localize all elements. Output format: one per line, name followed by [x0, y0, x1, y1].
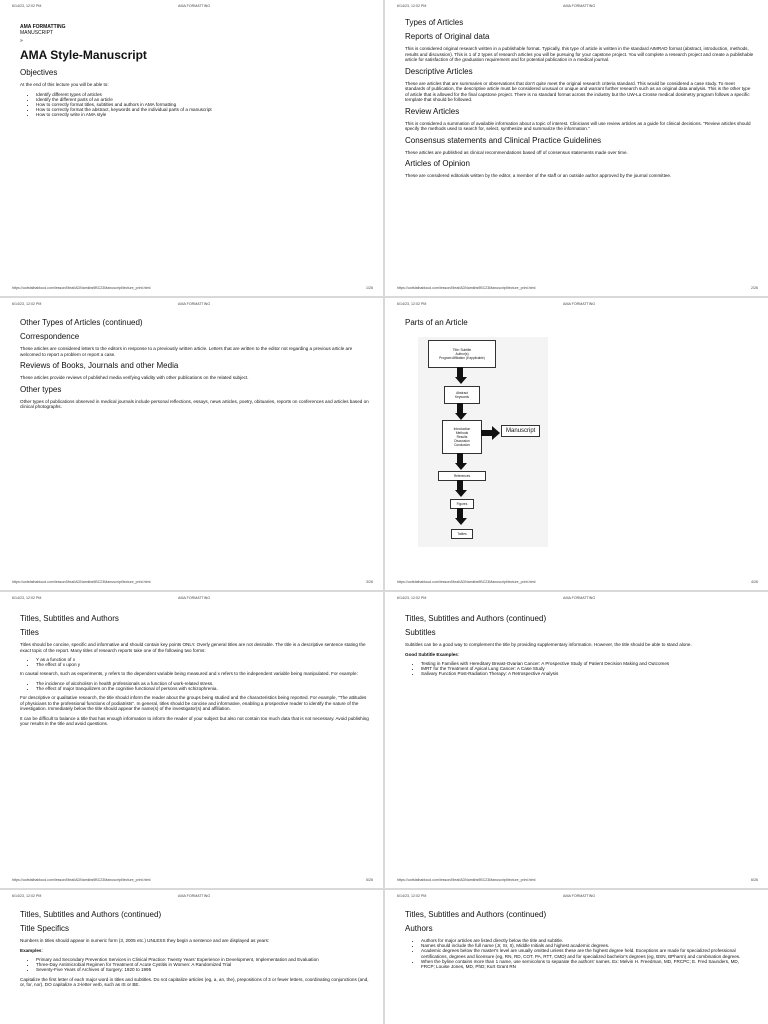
paragraph: It can be difficult to balance a title that has enough information to inform the reader of your subject but also not contain too much data that is not necessary. Avoid publishing your results in the title and avoid questions.: [20, 715, 369, 727]
diagram-label: Abstract: [456, 391, 468, 395]
print-date: 6/14/23, 12:02 PM: [397, 894, 427, 898]
course-subtitle: MANUSCRIPT: [20, 30, 54, 36]
down-arrow-icon: [455, 453, 465, 470]
footer-url[interactable]: https://uofsfalhabloud.com/lesson/Meal/ADNamkbs9BC23Manuscript/lecture_print.html: [397, 580, 536, 584]
page-5: [0, 592, 383, 888]
list-item: • Primary and Secondary Prevention Services in Clinical Practice: Twenty Years' Experience in Development, Implementation and Evaluation: [36, 957, 369, 962]
paragraph: These are articles that are summaries or observations that don't quite meet the original research criteria standard. This would be considered a case study. To meet standards of publication, the descriptive article must be considered unusual or unique and warrant further research such as an original data analysis. This is the other type of article that is allowed for the final capstone project. There is no standard format across the industry but the UW-La Crosse medical dosimetry program follows a specific template that should be followed.: [405, 80, 751, 102]
page-number: 1/26: [366, 286, 373, 290]
list-item: • Names should include the full name (Jr, Sr, II), Middle Initials and highest academic degrees.: [421, 943, 754, 948]
page-6: [385, 592, 768, 888]
page-title: Parts of an Article: [405, 318, 468, 327]
print-title: AMA FORMATTING: [563, 596, 596, 600]
list-item: • Testing in Families with Hereditary Breast-Ovarian Cancer: A Prospective Study of Patient Decision Making and Outcomes: [421, 661, 754, 666]
section-heading: Reviews of Books, Journals and other Media: [20, 361, 179, 370]
down-arrow-icon: [455, 480, 465, 497]
manuscript-box: Manuscript: [501, 425, 540, 437]
page-8: [385, 890, 768, 1024]
paragraph: Subtitles can be a good way to complement the title by providing supplementary information. However, the title should be able to stand alone.: [405, 642, 692, 647]
figures-box: Figures: [450, 499, 474, 509]
paragraph: Titles should be concise, specific and informative and should contain key points ONLY. Overly general titles are not desirable. The title is a descriptive sentence stating the exact topic of the report. Many titles of research reports take one of the following two forms:: [20, 642, 366, 653]
page-title: Types of Articles: [405, 18, 464, 27]
print-footer: [12, 878, 373, 882]
print-title: AMA FORMATTING: [563, 302, 596, 306]
section-heading: Review Articles: [405, 106, 460, 116]
diagram-label: Discussion: [454, 439, 470, 443]
print-footer: [397, 580, 758, 584]
diagram-label: Keywords: [455, 395, 469, 399]
list-item: • How to correctly write in AMA style: [36, 112, 369, 117]
page-title: AMA Style-Manuscript: [20, 48, 147, 62]
print-date: 6/14/23, 12:02 PM: [12, 596, 42, 600]
paragraph: Numbers in titles should appear in numeric form (3, 2005 etc.) UNLESS they begin a sentence and are displayed as years:: [20, 938, 270, 943]
print-title: AMA FORMATTING: [178, 4, 211, 8]
page-number: 3/26: [366, 580, 373, 584]
list-item: • When the byline contains more than 1 name, use semicolons to separate the authors' names. Ex: Melvin H. Freedman, MD, FRCPC; E. Fred Saunders, MD, FRCP; Louise Jones, MD, PhD; Kurt Grant RN: [421, 959, 754, 969]
print-header: [12, 302, 373, 306]
print-header: [12, 4, 373, 8]
list-item: • The effect of major tranquilizers on the cognitive functional of persons with schizophrenia.: [36, 686, 369, 691]
paragraph: Capitalize the first letter of each major word in titles and subtitles. Do not capitalize articles (eg, a, an, the), prepositions of 3 or fewer letters, coordinating conjunctions (and, or, for, nor). DO capitalize a 2-letter verb, such as IS or BE.: [20, 976, 369, 988]
print-date: 6/14/23, 12:02 PM: [12, 4, 42, 8]
paragraph: This is considered a summation of available information about a topic of interest. Clinicians will use review articles as a guide for clinical decisions. "Review articles should specify the methods used to search for, select, synthesize and summarize the information.": [405, 120, 751, 131]
bullet-list: [405, 938, 754, 969]
list-item: • Identify different types of articles: [36, 92, 369, 97]
diagram-label: Results: [456, 435, 468, 439]
section-heading: Objectives: [20, 68, 58, 77]
print-header: [397, 4, 758, 8]
print-date: 6/14/23, 12:02 PM: [12, 302, 42, 306]
print-header: [397, 894, 758, 898]
list-item: • The effect of x upon y: [36, 662, 369, 667]
paragraph: Other types of publications observed in medical journals include personal reflections, essays, news articles, poetry, obituaries, reports on conferences and articles based on clinical photographs.: [20, 398, 369, 409]
footer-url[interactable]: https://uofsfalhabloud.com/lesson/Meal/ADNamkbs9BC23Manuscript/lecture_print.html: [12, 286, 151, 290]
print-date: 6/14/23, 12:02 PM: [397, 4, 427, 8]
list-item: • Salivary Function Post-Radiation Therapy: A Retrospective Analysis: [421, 671, 754, 676]
section-heading: Subtitles: [405, 628, 436, 637]
paragraph: In causal research, such as experiments, y refers to the dependent variable being measured and x refers to the independent variable being manipulated. For example:: [20, 671, 358, 677]
list-item: • Authors for major articles are listed directly below the title and subtitle.: [421, 938, 754, 943]
intro-text: At the end of this lecture you will be able to:: [20, 82, 109, 87]
print-footer: [12, 580, 373, 584]
print-header: [12, 596, 373, 600]
down-arrow-icon: [455, 403, 465, 420]
list-item: • Y as a function of x: [36, 657, 369, 662]
section-heading: Articles of Opinion: [405, 159, 470, 168]
print-title: AMA FORMATTING: [563, 4, 596, 8]
page-7: [0, 890, 383, 1024]
diagram-label: Title: Subtitle: [452, 348, 472, 352]
list-item: • The incidence of alcoholism in health professionals as a function of work-related stress.: [36, 681, 369, 686]
list-item: • IMRT for the Treatment of Apical Lung Cancer: A Case Study: [421, 666, 754, 671]
examples-label: Good Subtitle Examples:: [405, 651, 460, 657]
print-header: [397, 302, 758, 306]
page-2: [385, 0, 768, 296]
section-heading: Titles: [20, 628, 39, 637]
right-arrow-head: [492, 426, 500, 440]
page-number: 2/26: [751, 286, 758, 290]
diagram-label: Methods: [455, 431, 469, 435]
body-sections-box: [442, 420, 482, 454]
course-title: AMA FORMATTING: [20, 24, 66, 30]
label-text: Good Subtitle Examples: [405, 651, 458, 657]
diagram-label: Author(s): [455, 352, 469, 356]
list-item: • Three-Day Antimicrobial Regimen for Treatment of Acute Cystitis in Women: A Randomized Trial: [36, 962, 369, 967]
paragraph: These articles provide reviews of published media verifying validity with other publications on the related subject.: [20, 375, 249, 380]
paragraph: For descriptive or qualitative research, the title should inform the reader about the groups being studied and the characteristics being reported. For example, "The attitudes of physicians to the professional functions of podiatrists". In general, titles should be concise and informative, enabling a prospective reader to identify the nature of the investigation. Immediately below the title should appear the name(s) of the investigator(s) and affiliation.: [20, 695, 367, 712]
print-title: AMA FORMATTING: [563, 894, 596, 898]
list-item: • How to correctly format the abstract, keywords and the individual parts of a manuscript: [36, 107, 369, 112]
print-footer: [397, 286, 758, 290]
print-title: AMA FORMATTING: [178, 596, 211, 600]
paragraph: These are considered editorials written by the editor, a member of the staff or an outside author approved by the journal committee.: [405, 173, 672, 178]
paragraph: These articles are considered letters to the editors in response to a previously written article. Letters that are written to the editor not regarding a previous article are welcomed to report a problem or report a case.: [20, 346, 353, 357]
page-title: Other Types of Articles (continued): [20, 318, 143, 327]
abstract-box: [444, 386, 480, 404]
print-date: 6/14/23, 12:02 PM: [12, 894, 42, 898]
page-title: Titles, Subtitles and Authors (continued): [20, 910, 162, 919]
down-arrow-icon: [455, 367, 465, 384]
print-title: AMA FORMATTING: [178, 894, 211, 898]
page-1: [0, 0, 383, 296]
print-header: [397, 596, 758, 600]
tables-box: Tables: [451, 529, 473, 539]
paragraph: These articles are published as clinical recommendations based off of consensus statements made over time.: [405, 149, 628, 155]
list-item: • Identify the different parts of an article: [36, 97, 369, 102]
section-heading: Authors: [405, 924, 433, 933]
page-number: 6/26: [751, 878, 758, 882]
footer-url[interactable]: https://uofsfalhabloud.com/lesson/Meal/ADNamkbs9BC23Manuscript/lecture_print.html: [397, 286, 536, 290]
print-date: 6/14/23, 12:02 PM: [397, 596, 427, 600]
page-3: [0, 298, 383, 590]
footer-url[interactable]: https://uofsfalhabloud.com/lesson/Meal/ADNamkbs9BC23Manuscript/lecture_print.html: [12, 878, 151, 882]
page-title: Titles, Subtitles and Authors (continued): [405, 910, 547, 919]
diagram-label: Program Affiliation (if applicable): [439, 356, 485, 360]
objectives-list: [20, 92, 369, 118]
print-header: [12, 894, 373, 898]
diagram-label: Conclusion: [454, 443, 470, 447]
list-item: • How to correctly format titles, subtitles and authors in AMA formatting: [36, 102, 369, 107]
article-parts-diagram: [418, 337, 548, 547]
footer-url[interactable]: https://uofsfalhabloud.com/lesson/Meal/ADNamkbs9BC23Manuscript/lecture_print.html: [12, 580, 151, 584]
list-item: • Seventy-Five Years of Archives of Surgery: 1920 to 1995: [36, 967, 369, 972]
section-heading: Descriptive Articles: [405, 66, 473, 76]
section-heading: Correspondence: [20, 332, 80, 341]
section-heading: Consensus statements and Clinical Practice Guidelines: [405, 135, 602, 145]
title-author-box: [428, 340, 496, 368]
page-title: Titles, Subtitles and Authors: [20, 614, 119, 623]
bullet-list: [20, 657, 369, 667]
section-heading: Title Specifics: [20, 924, 70, 933]
diagram-label: Introduction: [453, 427, 471, 431]
print-footer: [12, 286, 373, 290]
print-footer: [397, 878, 758, 882]
page-number: 4/26: [751, 580, 758, 584]
nav-mark: »: [20, 38, 23, 44]
footer-url[interactable]: https://uofsfalhabloud.com/lesson/Meal/ADNamkbs9BC23Manuscript/lecture_print.html: [397, 878, 536, 882]
examples-label: Examples:: [20, 947, 43, 953]
section-heading: Other types: [20, 384, 62, 394]
bullet-list: [20, 681, 369, 691]
bullet-list: [20, 957, 369, 973]
page-title: Titles, Subtitles and Authors (continued): [405, 614, 547, 623]
label-text: Examples: [20, 947, 42, 953]
list-item: • Academic degrees below the master's level are usually omitted unless these are the highest degree held. Exceptions are made for specialized professional certifications, degrees and licensure (eg, RN, RD, COT, PA, RTT, CMD) and for specialized bachelor's degrees (eg, BSN, BPharm) and combination degrees.: [421, 948, 754, 958]
print-title: AMA FORMATTING: [178, 302, 211, 306]
references-box: References: [438, 471, 486, 481]
print-date: 6/14/23, 12:02 PM: [397, 302, 427, 306]
page-number: 5/26: [366, 878, 373, 882]
paragraph: This is considered original research written in a publishable format. Typically, this type of article is written in the standard AIMRAD format (abstract, introduction, methods, results and discussion). This is 1 of 2 types of research articles you will be pursuing for your capstone project. You will complete a research project and create a publishable article for satisfaction of the graduation requirement and for potential publication in a medical journal.: [405, 46, 754, 62]
section-heading: Reports of Original data: [405, 32, 490, 41]
bullet-list: [405, 661, 754, 677]
down-arrow-icon: [455, 508, 465, 525]
